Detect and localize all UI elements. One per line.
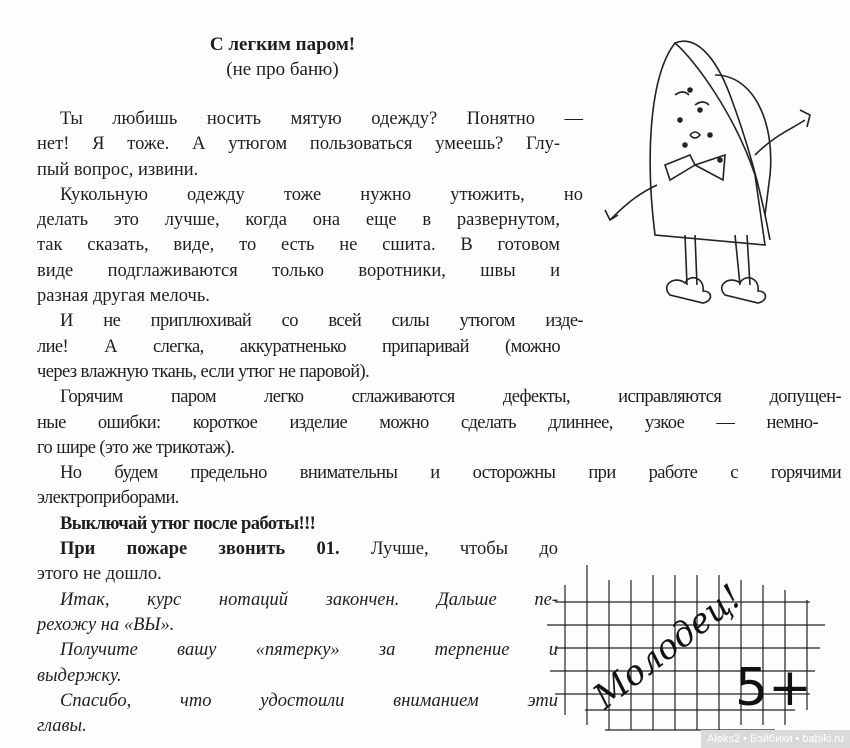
iron-illustration bbox=[595, 35, 835, 305]
paragraph bbox=[37, 461, 841, 512]
text-line: так сказать, виде, то есть не сшита. В готовом bbox=[37, 235, 560, 256]
grade-handwriting: Молодец! bbox=[585, 576, 750, 718]
paragraph bbox=[37, 512, 841, 537]
article-title: С легким паром! bbox=[209, 34, 356, 55]
text-line: делать это лучше, когда она еще в развернутом, bbox=[37, 210, 560, 231]
text-line: Но будем предельно внимательны и осторожны при работе с горячими bbox=[60, 463, 841, 484]
text-line: этого не дошло. bbox=[37, 564, 162, 585]
text-run: Лучше, чтобы до bbox=[339, 539, 558, 560]
text-line: Выключай утюг после работы!!! bbox=[60, 513, 316, 534]
text-line: лие! А слегка, аккуратненько припаривай (можно bbox=[37, 336, 560, 357]
text-line: Спасибо, что удостоили вниманием эти bbox=[60, 690, 558, 711]
text-line: Ты любишь носить мятую одежду? Понятно — bbox=[60, 109, 583, 129]
text-line: электроприборами. bbox=[37, 488, 179, 509]
article-subtitle: (не про баню) bbox=[226, 59, 339, 80]
paragraph bbox=[37, 309, 841, 385]
text-line bbox=[37, 537, 558, 562]
text-line: разная другая мелочь. bbox=[37, 286, 210, 307]
text-line: ные ошибки: короткое изделие можно сделать длиннее, узкое — немно- bbox=[37, 412, 818, 433]
grade-grid-illustration bbox=[545, 560, 835, 735]
text-line: нет! Я тоже. А утюгом пользоваться умеешь? Глу- bbox=[37, 134, 560, 155]
text-line: пый вопрос, извини. bbox=[37, 159, 199, 180]
text-line: Получите вашу «пятерку» за терпение и bbox=[60, 640, 558, 661]
text-line: виде подглаживаются только воротники, швы и bbox=[37, 260, 560, 281]
text-line: через влажную ткань, если утюг не паровой). bbox=[37, 361, 370, 382]
text-line: выдержку. bbox=[37, 665, 122, 686]
grade-mark: 5+ bbox=[735, 658, 812, 718]
text-line: главы. bbox=[37, 716, 87, 737]
text-line: Кукольную одежду тоже нужно утюжить, но bbox=[60, 184, 583, 205]
paragraph bbox=[37, 385, 841, 461]
text-line: рехожу на «ВЫ». bbox=[37, 614, 175, 635]
text-run: При пожаре звонить 01. bbox=[60, 539, 340, 560]
text-line: И не приплюхивай со всей силы утюгом изде- bbox=[60, 311, 583, 332]
text-line: го шире (это же трикотаж). bbox=[37, 437, 235, 458]
text-line: Горячим паром легко сглаживаются дефекты, исправляются допущен- bbox=[60, 387, 841, 408]
text-line: Итак, курс нотаций закончен. Дальше пе- bbox=[60, 589, 558, 610]
watermark: Aleks2 • Бэйбики • babiki.ru bbox=[701, 730, 850, 748]
